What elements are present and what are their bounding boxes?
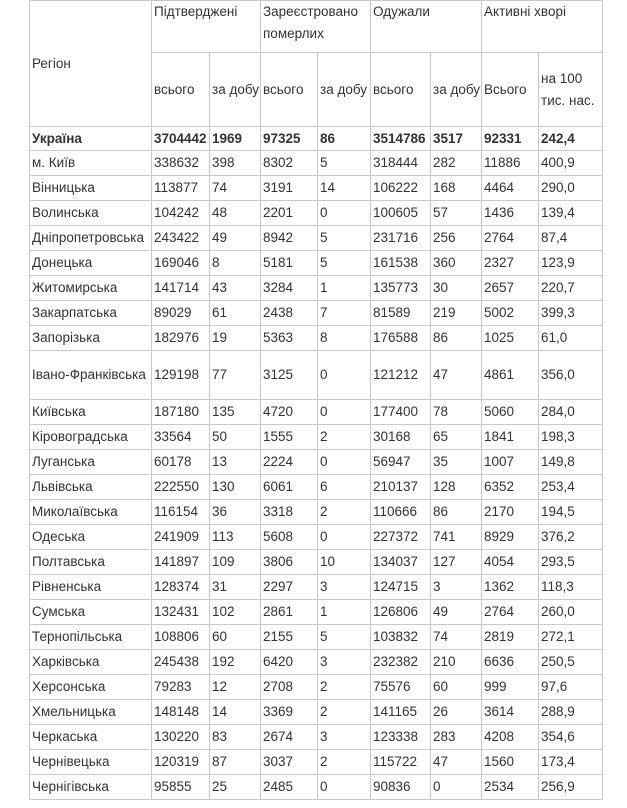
table-row (30, 500, 603, 525)
cell: 3284 (261, 276, 318, 301)
cell: 106222 (371, 176, 431, 201)
cell: 3 (318, 650, 371, 675)
cell: 1025 (482, 326, 539, 351)
region-name: Херсонська (30, 675, 152, 700)
cell: 5363 (261, 326, 318, 351)
region-name: Рівненська (30, 575, 152, 600)
cell: 87,4 (539, 226, 603, 251)
cell: 3318 (261, 500, 318, 525)
cell: 2 (318, 500, 371, 525)
cell: 5 (318, 625, 371, 650)
cell: 130220 (152, 725, 210, 750)
cell: 49 (210, 226, 261, 251)
cell: 31 (210, 575, 261, 600)
cell: 8929 (482, 525, 539, 550)
cell: 123,9 (539, 251, 603, 276)
cell: 97325 (261, 127, 318, 151)
cell: 5 (318, 226, 371, 251)
cell: 49 (431, 600, 482, 625)
cell: 97,6 (539, 675, 603, 700)
cell: 128374 (152, 575, 210, 600)
region-name: Чернігівська (30, 775, 152, 800)
cell: 3 (318, 575, 371, 600)
cell: 241909 (152, 525, 210, 550)
region-name: Запорізька (30, 326, 152, 351)
cell: 1560 (482, 750, 539, 775)
cell: 210137 (371, 475, 431, 500)
cell: 5181 (261, 251, 318, 276)
cell: 109 (210, 550, 261, 575)
cell: 293,5 (539, 550, 603, 575)
cell: 26 (431, 700, 482, 725)
cell: 74 (431, 625, 482, 650)
region-name: Житомирська (30, 276, 152, 301)
cell: 5 (318, 151, 371, 176)
active-total-header: Всього (482, 53, 539, 127)
cell: 2819 (482, 625, 539, 650)
cell: 2708 (261, 675, 318, 700)
cell: 219 (431, 301, 482, 326)
table-row (30, 151, 603, 176)
cell: 61 (210, 301, 261, 326)
region-name: Черкаська (30, 725, 152, 750)
cell: 283 (431, 725, 482, 750)
cell: 126806 (371, 600, 431, 625)
cell: 6 (318, 475, 371, 500)
region-header: Регіон (30, 1, 152, 127)
cell: 110666 (371, 500, 431, 525)
cell: 3517 (431, 127, 482, 151)
cell: 250,5 (539, 650, 603, 675)
cell: 1555 (261, 425, 318, 450)
cell: 1841 (482, 425, 539, 450)
cell: 33564 (152, 425, 210, 450)
cell: 135 (210, 400, 261, 425)
cell: 399,3 (539, 301, 603, 326)
cell: 2485 (261, 775, 318, 800)
cell: 222550 (152, 475, 210, 500)
cell: 83 (210, 725, 261, 750)
cell: 2327 (482, 251, 539, 276)
cell: 121212 (371, 351, 431, 400)
table-row (30, 675, 603, 700)
cell: 3514786 (371, 127, 431, 151)
cell: 2 (318, 750, 371, 775)
cell: 8 (210, 251, 261, 276)
confirmed-header: Підтверджені (152, 1, 261, 53)
cell: 290,0 (539, 176, 603, 201)
table-row (30, 400, 603, 425)
cell: 741 (431, 525, 482, 550)
cell: 2 (318, 700, 371, 725)
cell: 2224 (261, 450, 318, 475)
cell: 8302 (261, 151, 318, 176)
region-name: Волинська (30, 201, 152, 226)
cell: 198,3 (539, 425, 603, 450)
cell: 232382 (371, 650, 431, 675)
cell: 100605 (371, 201, 431, 226)
cell: 318444 (371, 151, 431, 176)
region-name: Київська (30, 400, 152, 425)
cell: 95855 (152, 775, 210, 800)
cell: 220,7 (539, 276, 603, 301)
cell: 74 (210, 176, 261, 201)
cell: 8942 (261, 226, 318, 251)
table-row (30, 650, 603, 675)
cell: 78 (431, 400, 482, 425)
cell: 3 (431, 575, 482, 600)
table-row (30, 775, 603, 800)
table-row (30, 525, 603, 550)
cell: 103832 (371, 625, 431, 650)
cell: 75576 (371, 675, 431, 700)
cell: 113 (210, 525, 261, 550)
cell: 3806 (261, 550, 318, 575)
cell: 6061 (261, 475, 318, 500)
cell: 2534 (482, 775, 539, 800)
per-100k-header: на 100 тис. нас. (539, 53, 603, 127)
table-row (30, 700, 603, 725)
cell: 360 (431, 251, 482, 276)
table-row (30, 351, 603, 400)
cell: 4720 (261, 400, 318, 425)
cell: 30 (431, 276, 482, 301)
region-name: Чернівецька (30, 750, 152, 775)
cell: 129198 (152, 351, 210, 400)
table-row (30, 725, 603, 750)
table-row (30, 750, 603, 775)
cell: 79283 (152, 675, 210, 700)
cell: 139,4 (539, 201, 603, 226)
table-row (30, 176, 603, 201)
cell: 182976 (152, 326, 210, 351)
cell: 123338 (371, 725, 431, 750)
cell: 128 (431, 475, 482, 500)
cell: 86 (431, 500, 482, 525)
cell: 3125 (261, 351, 318, 400)
cell: 194,5 (539, 500, 603, 525)
cell: 14 (210, 700, 261, 725)
cell: 86 (318, 127, 371, 151)
cell: 87 (210, 750, 261, 775)
cell: 0 (318, 775, 371, 800)
table-row (30, 301, 603, 326)
deaths-total-header: всього (261, 53, 318, 127)
cell: 81589 (371, 301, 431, 326)
cell: 132431 (152, 600, 210, 625)
table-row (30, 550, 603, 575)
cell: 25 (210, 775, 261, 800)
cell: 1436 (482, 201, 539, 226)
cell: 2764 (482, 600, 539, 625)
cell: 127 (431, 550, 482, 575)
cell: 354,6 (539, 725, 603, 750)
cell: 3614 (482, 700, 539, 725)
cell: 4054 (482, 550, 539, 575)
cell: 104242 (152, 201, 210, 226)
cell: 5060 (482, 400, 539, 425)
region-name: Хмельницька (30, 700, 152, 725)
cell: 141165 (371, 700, 431, 725)
cell: 3704442 (152, 127, 210, 151)
cell: 2438 (261, 301, 318, 326)
total-row (30, 127, 603, 151)
cell: 135773 (371, 276, 431, 301)
cell: 48 (210, 201, 261, 226)
cell: 86 (431, 326, 482, 351)
cell: 65 (431, 425, 482, 450)
cell: 5 (318, 251, 371, 276)
region-name: Одеська (30, 525, 152, 550)
cell: 2155 (261, 625, 318, 650)
covid-regions-table (29, 0, 603, 800)
table-row (30, 326, 603, 351)
cell: 210 (431, 650, 482, 675)
cell: 90836 (371, 775, 431, 800)
cell: 89029 (152, 301, 210, 326)
cell: 400,9 (539, 151, 603, 176)
cell: 1 (318, 276, 371, 301)
cell: 3369 (261, 700, 318, 725)
cell: 36 (210, 500, 261, 525)
cell: 4861 (482, 351, 539, 400)
cell: 1969 (210, 127, 261, 151)
cell: 2201 (261, 201, 318, 226)
cell: 3 (318, 725, 371, 750)
cell: 11886 (482, 151, 539, 176)
deaths-header: Зареєстровано померлих (261, 1, 371, 53)
cell: 47 (431, 750, 482, 775)
cell: 50 (210, 425, 261, 450)
cell: 1007 (482, 450, 539, 475)
cell: 173,4 (539, 750, 603, 775)
cell: 141897 (152, 550, 210, 575)
recovered-header: Одужали (371, 1, 482, 53)
cell: 6420 (261, 650, 318, 675)
region-name: Дніпропетровська (30, 226, 152, 251)
region-name: Івано-Франківська (30, 351, 152, 400)
cell: 8 (318, 326, 371, 351)
cell: 0 (318, 400, 371, 425)
cell: 398 (210, 151, 261, 176)
cell: 2861 (261, 600, 318, 625)
cell: 115722 (371, 750, 431, 775)
cell: 149,8 (539, 450, 603, 475)
table-row (30, 425, 603, 450)
cell: 231716 (371, 226, 431, 251)
table-row (30, 251, 603, 276)
cell: 108806 (152, 625, 210, 650)
cell: 92331 (482, 127, 539, 151)
cell: 1362 (482, 575, 539, 600)
cell: 5002 (482, 301, 539, 326)
cell: 118,3 (539, 575, 603, 600)
cell: 999 (482, 675, 539, 700)
cell: 19 (210, 326, 261, 351)
cell: 0 (318, 351, 371, 400)
cell: 376,2 (539, 525, 603, 550)
region-name: Харківська (30, 650, 152, 675)
active-header: Активні хворі (482, 1, 603, 53)
region-name: Вінницька (30, 176, 152, 201)
cell: 176588 (371, 326, 431, 351)
cell: 2764 (482, 226, 539, 251)
region-name: Луганська (30, 450, 152, 475)
cell: 13 (210, 450, 261, 475)
cell: 56947 (371, 450, 431, 475)
region-name: Миколаївська (30, 500, 152, 525)
recovered-day-header: за добу (431, 53, 482, 127)
cell: 338632 (152, 151, 210, 176)
cell: 3037 (261, 750, 318, 775)
cell: 57 (431, 201, 482, 226)
cell: 4208 (482, 725, 539, 750)
cell: 60 (431, 675, 482, 700)
deaths-day-header: за добу (318, 53, 371, 127)
cell: 47 (431, 351, 482, 400)
region-name: Сумська (30, 600, 152, 625)
cell: 253,4 (539, 475, 603, 500)
cell: 60178 (152, 450, 210, 475)
recovered-total-header: всього (371, 53, 431, 127)
cell: 284,0 (539, 400, 603, 425)
region-name: Донецька (30, 251, 152, 276)
region-name: Тернопільська (30, 625, 152, 650)
confirmed-day-header: за добу (210, 53, 261, 127)
cell: 60 (210, 625, 261, 650)
cell: 2 (318, 675, 371, 700)
cell: 148148 (152, 700, 210, 725)
region-name: Закарпатська (30, 301, 152, 326)
region-name: Полтавська (30, 550, 152, 575)
table-row (30, 475, 603, 500)
header-group-row (30, 1, 603, 53)
cell: 2657 (482, 276, 539, 301)
cell: 192 (210, 650, 261, 675)
cell: 169046 (152, 251, 210, 276)
cell: 130 (210, 475, 261, 500)
cell: 187180 (152, 400, 210, 425)
region-name: Україна (30, 127, 152, 151)
cell: 10 (318, 550, 371, 575)
cell: 3191 (261, 176, 318, 201)
cell: 288,9 (539, 700, 603, 725)
cell: 4464 (482, 176, 539, 201)
cell: 14 (318, 176, 371, 201)
cell: 0 (318, 201, 371, 226)
cell: 2297 (261, 575, 318, 600)
cell: 134037 (371, 550, 431, 575)
cell: 256 (431, 226, 482, 251)
cell: 227372 (371, 525, 431, 550)
cell: 0 (318, 525, 371, 550)
cell: 77 (210, 351, 261, 400)
cell: 5608 (261, 525, 318, 550)
cell: 7 (318, 301, 371, 326)
region-name: м. Київ (30, 151, 152, 176)
cell: 282 (431, 151, 482, 176)
cell: 35 (431, 450, 482, 475)
cell: 2170 (482, 500, 539, 525)
cell: 102 (210, 600, 261, 625)
table-row (30, 201, 603, 226)
table-row (30, 625, 603, 650)
table-row (30, 276, 603, 301)
cell: 242,4 (539, 127, 603, 151)
region-name: Кіровоградська (30, 425, 152, 450)
cell: 245438 (152, 650, 210, 675)
cell: 243422 (152, 226, 210, 251)
cell: 113877 (152, 176, 210, 201)
cell: 124715 (371, 575, 431, 600)
cell: 141714 (152, 276, 210, 301)
cell: 168 (431, 176, 482, 201)
cell: 256,9 (539, 775, 603, 800)
cell: 177400 (371, 400, 431, 425)
cell: 2 (318, 425, 371, 450)
table-row (30, 450, 603, 475)
table-row (30, 226, 603, 251)
cell: 260,0 (539, 600, 603, 625)
cell: 356,0 (539, 351, 603, 400)
cell: 2674 (261, 725, 318, 750)
cell: 1 (318, 600, 371, 625)
cell: 161538 (371, 251, 431, 276)
cell: 6352 (482, 475, 539, 500)
cell: 272,1 (539, 625, 603, 650)
region-name: Львівська (30, 475, 152, 500)
cell: 43 (210, 276, 261, 301)
table-row (30, 600, 603, 625)
cell: 120319 (152, 750, 210, 775)
cell: 0 (318, 450, 371, 475)
cell: 0 (431, 775, 482, 800)
cell: 61,0 (539, 326, 603, 351)
cell: 6636 (482, 650, 539, 675)
confirmed-total-header: всього (152, 53, 210, 127)
cell: 116154 (152, 500, 210, 525)
cell: 30168 (371, 425, 431, 450)
cell: 12 (210, 675, 261, 700)
table-row (30, 575, 603, 600)
